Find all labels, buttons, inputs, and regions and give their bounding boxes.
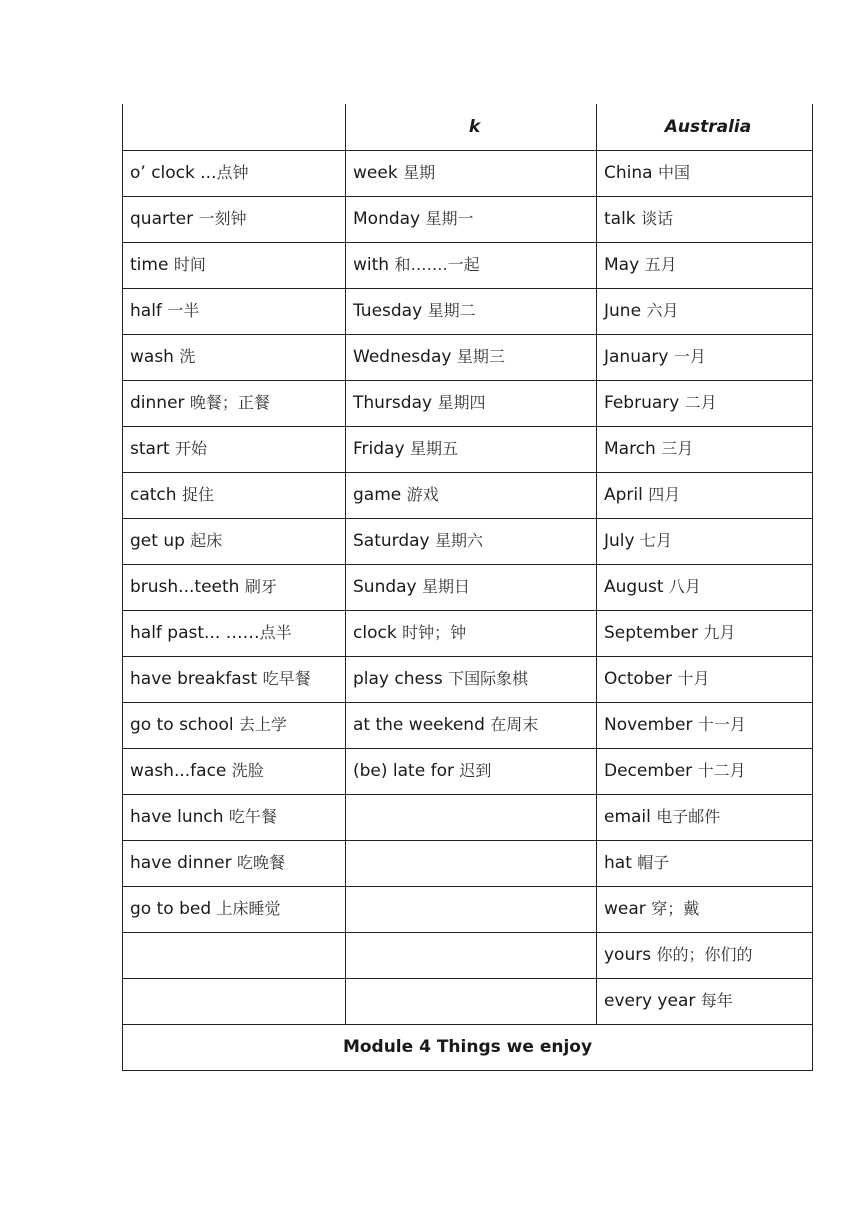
english-word: September: [604, 623, 704, 644]
table-header-row: [123, 104, 813, 151]
english-word: at the weekend: [353, 715, 491, 736]
english-word: half: [130, 301, 168, 322]
vocab-cell: [597, 289, 813, 335]
table-row: [123, 979, 813, 1025]
chinese-meaning: 帽子: [637, 853, 670, 873]
table-row: [123, 381, 813, 427]
vocab-cell: [346, 335, 597, 381]
chinese-meaning: 起床: [190, 531, 223, 551]
vocab-cell: [123, 427, 346, 473]
header-cell-1: [123, 104, 346, 151]
chinese-meaning: 点钟: [216, 163, 249, 183]
chinese-meaning: 时钟；钟: [402, 623, 467, 643]
chinese-meaning: 星期日: [422, 577, 471, 597]
chinese-meaning: 四月: [648, 485, 681, 505]
english-word: start: [130, 439, 175, 460]
english-word: Sunday: [353, 577, 423, 598]
english-word: o’ clock ...: [130, 163, 217, 184]
english-word: catch: [130, 485, 182, 506]
english-word: half past... ……: [130, 623, 260, 644]
english-word: game: [353, 485, 407, 506]
english-word: hat: [604, 853, 638, 874]
vocab-cell: [597, 703, 813, 749]
chinese-meaning: 八月: [668, 577, 701, 597]
vocab-cell: [346, 703, 597, 749]
vocab-cell: [123, 611, 346, 657]
table-row: [123, 289, 813, 335]
english-word: go to school: [130, 715, 239, 736]
english-word: March: [604, 439, 662, 460]
chinese-meaning: 开始: [175, 439, 208, 459]
vocab-cell: [123, 243, 346, 289]
vocab-cell: [346, 427, 597, 473]
vocab-cell: [123, 335, 346, 381]
table-row: [123, 841, 813, 887]
vocab-cell: [597, 151, 813, 197]
chinese-meaning: 电子邮件: [656, 807, 721, 827]
vocab-cell: [597, 565, 813, 611]
table-row: [123, 519, 813, 565]
english-word: Saturday: [353, 531, 436, 552]
chinese-meaning: 去上学: [238, 715, 287, 735]
chinese-meaning: 星期二: [427, 301, 476, 321]
english-word: clock: [353, 623, 403, 644]
chinese-meaning: 点半: [259, 623, 292, 643]
english-word: time: [130, 255, 174, 276]
vocab-cell: [123, 841, 346, 887]
chinese-meaning: 十月: [677, 669, 710, 689]
vocab-cell: [346, 933, 597, 979]
vocab-cell: [597, 657, 813, 703]
table-row: [123, 887, 813, 933]
vocabulary-page: [122, 104, 812, 1071]
chinese-meaning: 十一月: [697, 715, 746, 735]
vocabulary-table: [122, 104, 813, 1071]
vocab-cell: [346, 979, 597, 1025]
chinese-meaning: 捉住: [181, 485, 214, 505]
english-word: (be) late for: [353, 761, 460, 782]
vocab-cell: [123, 795, 346, 841]
vocab-cell: [346, 749, 597, 795]
english-word: week: [353, 163, 404, 184]
vocab-cell: [597, 887, 813, 933]
chinese-meaning: 下国际象棋: [448, 669, 529, 689]
vocab-cell: [597, 381, 813, 427]
english-word: October: [604, 669, 678, 690]
vocab-cell: [123, 289, 346, 335]
table-row: [123, 703, 813, 749]
vocab-cell: [346, 657, 597, 703]
vocab-cell: [597, 473, 813, 519]
english-word: Wednesday: [353, 347, 457, 368]
chinese-meaning: 十二月: [697, 761, 746, 781]
vocab-cell: [123, 565, 346, 611]
english-word: Monday: [353, 209, 426, 230]
vocab-cell: [597, 841, 813, 887]
chinese-meaning: 在周末: [490, 715, 539, 735]
vocab-cell: [346, 151, 597, 197]
chinese-meaning: 吃午餐: [228, 807, 277, 827]
english-word: June: [604, 301, 647, 322]
vocab-cell: [597, 197, 813, 243]
table-row: [123, 749, 813, 795]
chinese-meaning: 星期: [403, 163, 436, 183]
vocab-cell: [123, 657, 346, 703]
vocab-cell: [346, 795, 597, 841]
table-row: [123, 427, 813, 473]
chinese-meaning: 三月: [661, 439, 694, 459]
english-word: wash: [130, 347, 180, 368]
chinese-meaning: 吃早餐: [262, 669, 311, 689]
chinese-meaning: 你的；你们的: [656, 945, 753, 965]
chinese-meaning: 五月: [644, 255, 677, 275]
english-word: have dinner: [130, 853, 238, 874]
chinese-meaning: 每年: [700, 991, 733, 1011]
vocab-cell: [346, 289, 597, 335]
vocab-cell: [346, 519, 597, 565]
table-row: [123, 611, 813, 657]
module-title: Module 4 Things we enjoy: [123, 1025, 813, 1071]
chinese-meaning: 洗脸: [231, 761, 264, 781]
english-word: get up: [130, 531, 191, 552]
chinese-meaning: 时间: [173, 255, 206, 275]
english-word: with: [353, 255, 395, 276]
vocab-cell: [597, 611, 813, 657]
english-word: January: [604, 347, 674, 368]
english-word: have lunch: [130, 807, 229, 828]
vocab-cell: [597, 933, 813, 979]
table-row: [123, 197, 813, 243]
chinese-meaning: 一刻钟: [198, 209, 247, 229]
table-row: [123, 657, 813, 703]
vocab-cell: [123, 979, 346, 1025]
vocab-cell: [123, 703, 346, 749]
english-word: China: [604, 163, 658, 184]
chinese-meaning: 上床睡觉: [216, 899, 281, 919]
english-word: February: [604, 393, 685, 414]
english-word: wash...face: [130, 761, 232, 782]
chinese-meaning: 洗: [179, 347, 196, 367]
english-word: email: [604, 807, 657, 828]
english-word: November: [604, 715, 698, 736]
english-word: August: [604, 577, 669, 598]
vocab-cell: [346, 887, 597, 933]
vocab-cell: [346, 197, 597, 243]
chinese-meaning: 七月: [639, 531, 672, 551]
english-word: April: [604, 485, 649, 506]
english-word: dinner: [130, 393, 190, 414]
table-row: [123, 151, 813, 197]
vocab-cell: [123, 887, 346, 933]
english-word: brush...teeth: [130, 577, 245, 598]
chinese-meaning: 一半: [167, 301, 200, 321]
vocab-cell: [597, 749, 813, 795]
vocab-cell: [123, 151, 346, 197]
vocab-cell: [597, 519, 813, 565]
vocab-cell: [346, 473, 597, 519]
chinese-meaning: 一月: [673, 347, 706, 367]
chinese-meaning: 晚餐；正餐: [189, 393, 270, 413]
module-title-row: [123, 1025, 813, 1071]
vocab-cell: [597, 243, 813, 289]
english-word: Thursday: [353, 393, 438, 414]
vocab-cell: [346, 841, 597, 887]
chinese-meaning: 星期三: [456, 347, 505, 367]
english-word: December: [604, 761, 698, 782]
vocab-cell: [123, 473, 346, 519]
english-word: talk: [604, 209, 642, 230]
english-word: quarter: [130, 209, 199, 230]
vocab-cell: [597, 427, 813, 473]
chinese-meaning: 中国: [657, 163, 690, 183]
vocab-cell: [597, 795, 813, 841]
header-cell-2: k: [346, 104, 597, 151]
vocab-cell: [346, 243, 597, 289]
table-row: [123, 335, 813, 381]
table-row: [123, 795, 813, 841]
vocab-cell: [597, 335, 813, 381]
chinese-meaning: 游戏: [406, 485, 439, 505]
vocab-cell: [123, 197, 346, 243]
chinese-meaning: 吃晚餐: [237, 853, 286, 873]
chinese-meaning: 二月: [684, 393, 717, 413]
vocab-cell: [123, 749, 346, 795]
english-word: Friday: [353, 439, 410, 460]
chinese-meaning: 穿；戴: [651, 899, 700, 919]
chinese-meaning: 星期五: [409, 439, 458, 459]
vocab-cell: [346, 611, 597, 657]
english-word: July: [604, 531, 640, 552]
header-cell-3: Australia: [597, 104, 813, 151]
vocab-cell: [346, 565, 597, 611]
chinese-meaning: 九月: [703, 623, 736, 643]
chinese-meaning: 星期一: [425, 209, 474, 229]
english-word: wear: [604, 899, 652, 920]
english-word: May: [604, 255, 645, 276]
vocab-cell: [123, 381, 346, 427]
english-word: yours: [604, 945, 657, 966]
english-word: Tuesday: [353, 301, 428, 322]
chinese-meaning: 迟到: [459, 761, 492, 781]
vocab-cell: [597, 979, 813, 1025]
vocab-cell: [123, 933, 346, 979]
english-word: go to bed: [130, 899, 217, 920]
chinese-meaning: 谈话: [641, 209, 674, 229]
english-word: play chess: [353, 669, 449, 690]
chinese-meaning: 刷牙: [244, 577, 277, 597]
chinese-meaning: 星期六: [435, 531, 484, 551]
table-row: [123, 243, 813, 289]
chinese-meaning: 星期四: [437, 393, 486, 413]
vocab-cell: [123, 519, 346, 565]
english-word: have breakfast: [130, 669, 263, 690]
table-row: [123, 565, 813, 611]
table-row: [123, 933, 813, 979]
vocab-cell: [346, 381, 597, 427]
chinese-meaning: 和…….一起: [394, 255, 480, 275]
chinese-meaning: 六月: [646, 301, 679, 321]
english-word: every year: [604, 991, 701, 1012]
table-row: [123, 473, 813, 519]
